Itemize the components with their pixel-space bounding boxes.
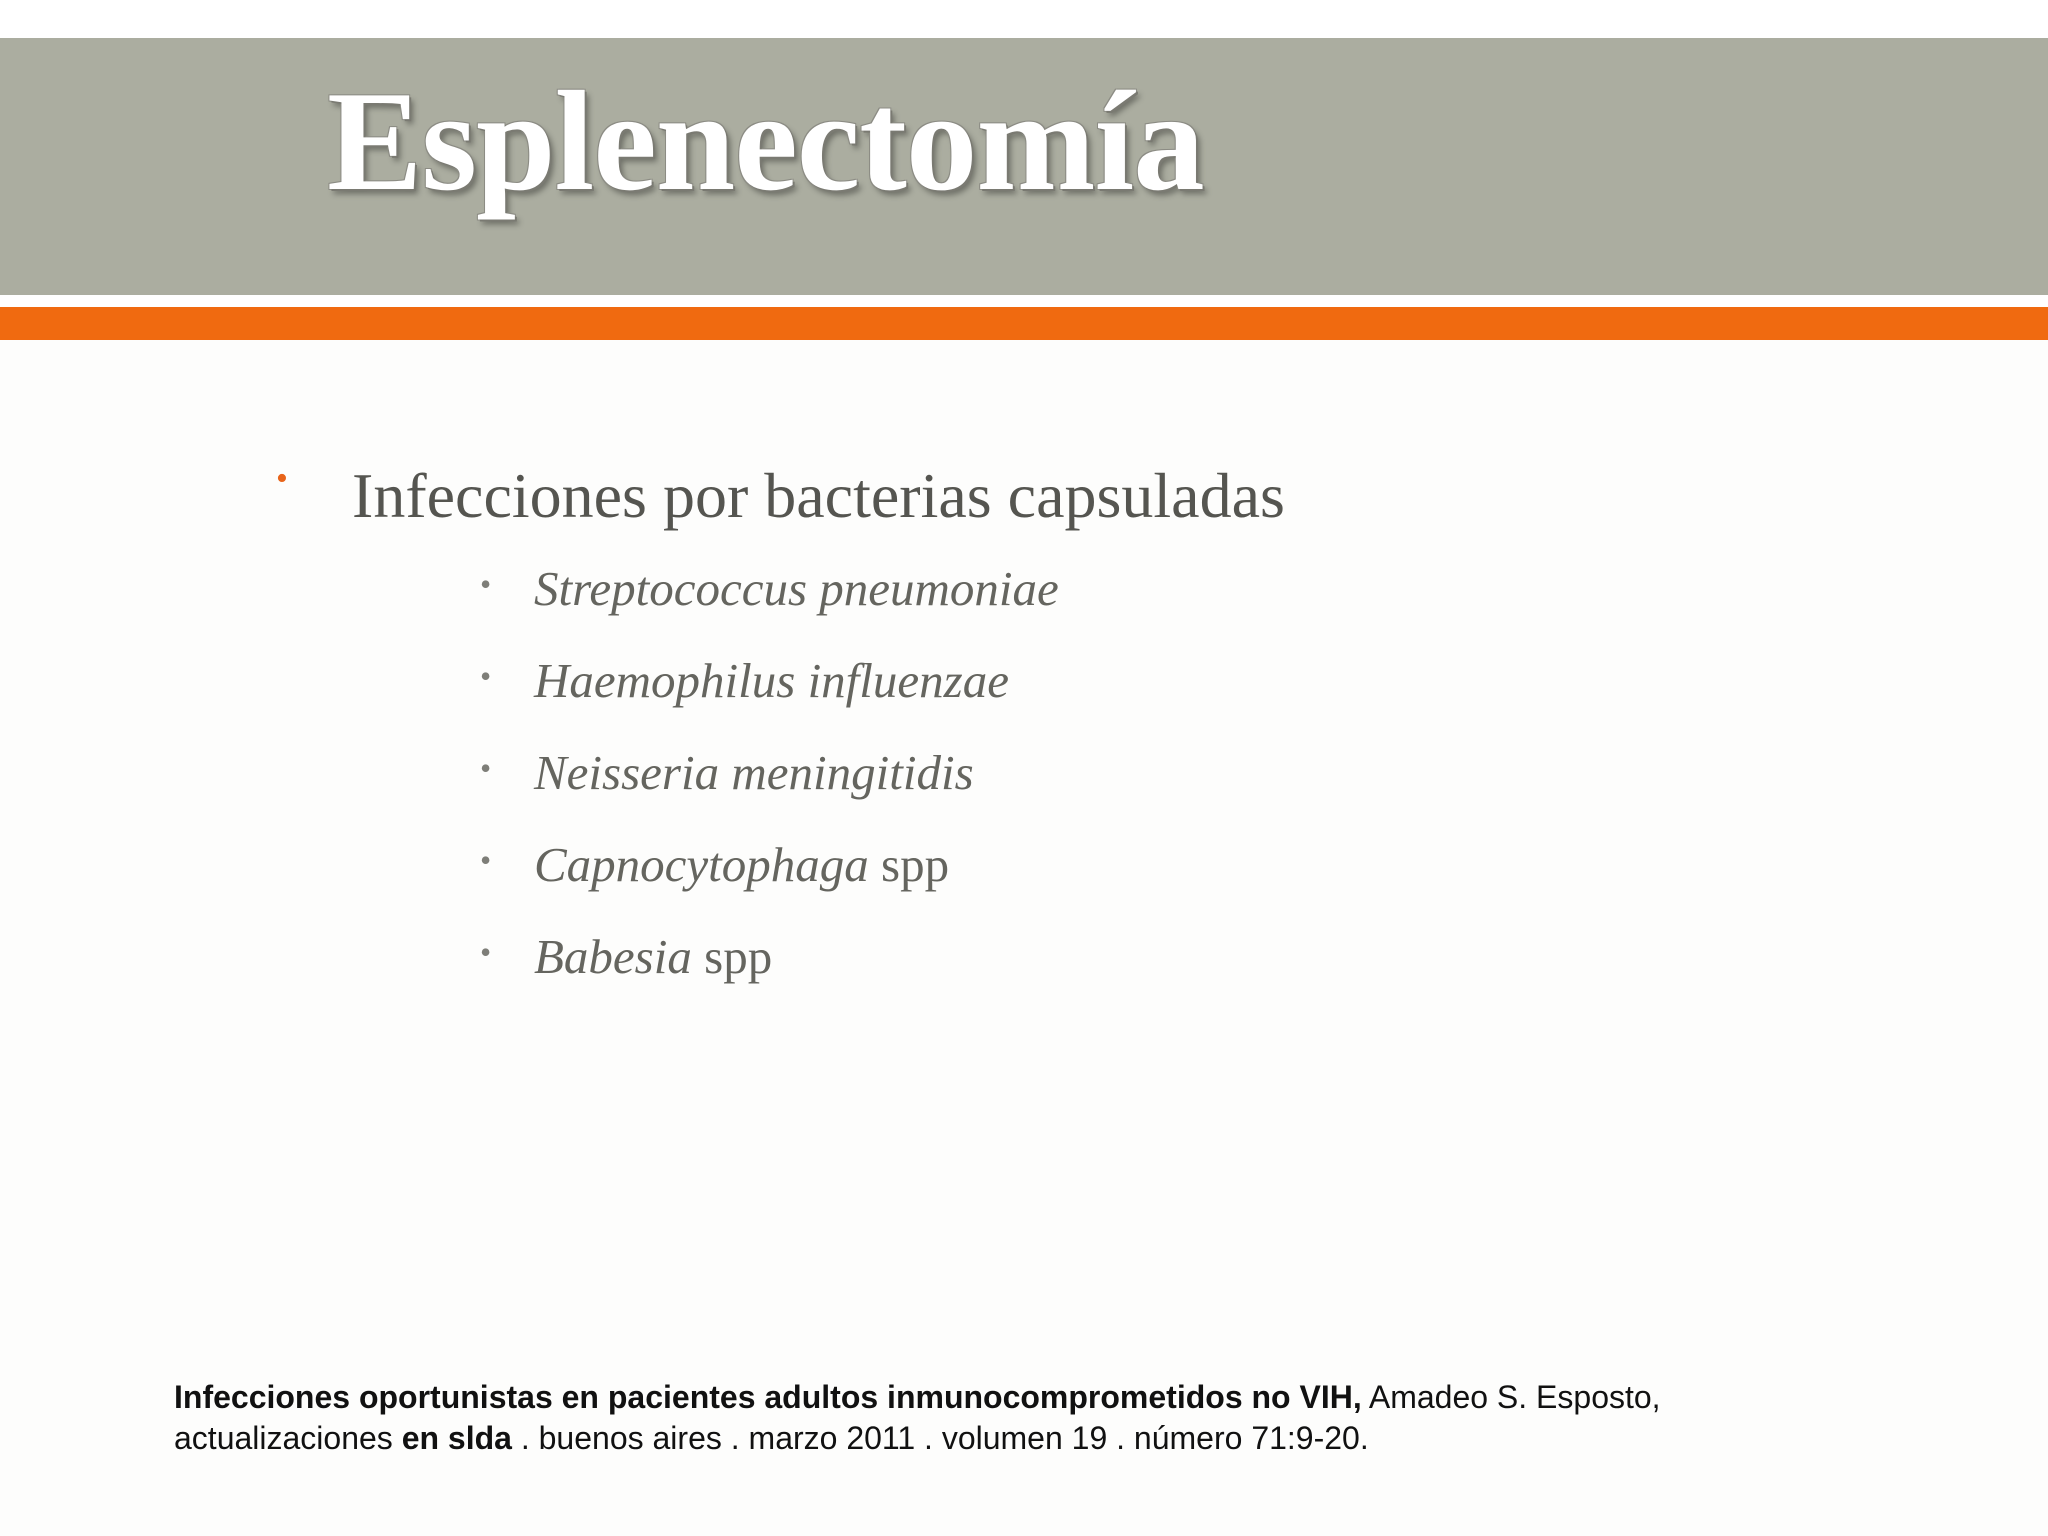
title-separator bbox=[0, 295, 2048, 307]
reference-journal-details: . buenos aires . marzo 2011 . volumen 19 . número 71:9-20. bbox=[511, 1420, 1369, 1456]
bibliographic-reference bbox=[174, 1377, 1974, 1459]
sub-bullet-dot-icon: • bbox=[480, 566, 492, 602]
sub-bullet-dot-icon: • bbox=[480, 658, 492, 694]
reference-journal-pre: actualizaciones bbox=[174, 1420, 402, 1456]
sub-bullet-dot-icon: • bbox=[480, 842, 492, 878]
bullet-dot-icon: • bbox=[276, 460, 288, 497]
species-suffix: spp bbox=[868, 837, 950, 892]
reference-author: Amadeo S. Esposto, bbox=[1361, 1379, 1661, 1415]
reference-journal-bold: en slda bbox=[401, 1420, 512, 1456]
sub-bullet-dot-icon: • bbox=[480, 934, 492, 970]
main-bullet-text: Infecciones por bacterias capsuladas bbox=[352, 460, 1285, 531]
reference-title: Infecciones oportunistas en pacientes adultos inmunocomprometidos no VIH, bbox=[174, 1379, 1362, 1415]
species-suffix: spp bbox=[691, 929, 773, 984]
sub-bullet-dot-icon: • bbox=[480, 750, 492, 786]
accent-band bbox=[0, 307, 2048, 340]
species-name: Neisseria meningitidis bbox=[534, 745, 974, 800]
sub-bullet-text bbox=[534, 746, 974, 800]
species-name: Babesia bbox=[534, 929, 692, 984]
species-name: Haemophilus influenzae bbox=[534, 653, 1009, 708]
species-name: Capnocytophaga bbox=[534, 837, 869, 892]
sub-bullet-text bbox=[534, 930, 772, 984]
species-name: Streptococcus pneumoniae bbox=[534, 561, 1059, 616]
slide-title: Esplenectomía bbox=[327, 62, 1204, 220]
sub-bullet-text bbox=[534, 562, 1059, 616]
top-margin-strip bbox=[0, 0, 2048, 38]
sub-bullet-text bbox=[534, 838, 949, 892]
sub-bullet-text bbox=[534, 654, 1009, 708]
